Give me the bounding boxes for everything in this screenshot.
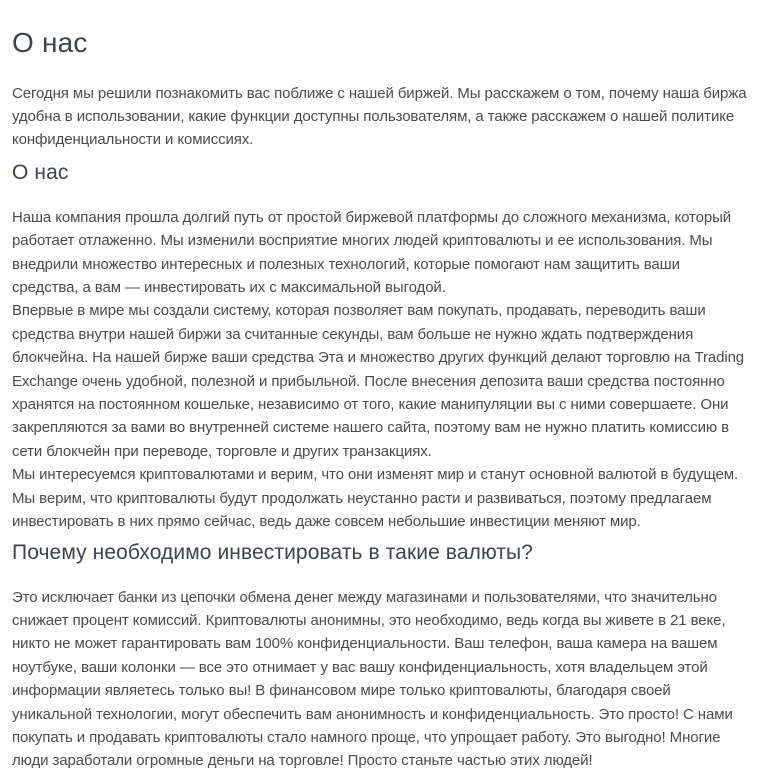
why-invest-paragraph: Это исключает банки из цепочки обмена денег между магазинами и пользователями, что значительно снижает процент комиссий. Криптовалюты анонимны, это необходимо, ведь когда вы живете в 21 веке, никто не может гарантировать вам 100% конфиденциальности. Ваш телефон, ваша камера на вашем ноутбуке, ваши колонки — все это отнимает у вас вашу конфиденциальность, хотя владельцем этой информации являетесь только вы! В финансовом мире только криптовалюты, благодаря своей уникальной технологии, могут обеспечить вам анонимность и конфиденциальность. Это просто! С нами покупать и продавать криптовалюты стало намного проще, что упрощает работу. Это выгодно! Многие люди заработали огромные деньги на торговле! Просто станьте частью этих людей! [12,588,733,770]
spacer [12,188,748,206]
about-paragraph-2: Впервые в мире мы создали систему, которая позволяет вам покупать, продавать, переводить ваши средства внутри нашей биржи за считанные секунды, вам больше не нужно ждать подтверждения блокчейна. На нашей бирже ваши средства Эта и множество других функций делают торговлю на Trading Exchange очень удобной, полезной и прибыльной. После внесения депозита ваши средства постоянно хранятся на постоянном кошельке, независимо от того, какие манипуляции вы с ними совершаете. Они закрепляются за вами во внутренней системе нашего сайта, поэтому вам не нужно платить комиссию в сети блокчейн при переводе, торговле и других транзакциях. [12,302,745,460]
intro-paragraph: Сегодня мы решили познакомить вас поближе с нашей биржей. Мы расскажем о том, почему наша биржа удобна в использовании, какие функции доступны пользователям, а также расскажем о нашей политике конфиденциальности и комиссиях. [12,84,747,149]
why-invest-heading: Почему необходимо инвестировать в такие валюты? [12,540,534,564]
about-section-body [12,206,748,534]
about-paragraph-1: Наша компания прошла долгий путь от простой биржевой платформы до сложного механизма, который работает отлаженно. Мы изменили восприятие многих людей криптовалюты и ее использования. Мы внедрили множество интересных и полезных технологий, которые помогают нам защитить ваши средства, а вам — инвестировать их с максимальной выгодой. [12,208,732,297]
page-title: О нас [12,27,88,58]
about-paragraph-3: Мы интересуемся криптовалютами и верим, что они изменят мир и станут основной валютой в будущем. Мы верим, что криптовалюты будут продолжать неустанно расти и развиваться, поэтому предлагаем инвестировать в них прямо сейчас, ведь даже совсем небольшие инвестиции меняют мир. [12,466,739,531]
about-section-heading: О нас [12,160,69,184]
